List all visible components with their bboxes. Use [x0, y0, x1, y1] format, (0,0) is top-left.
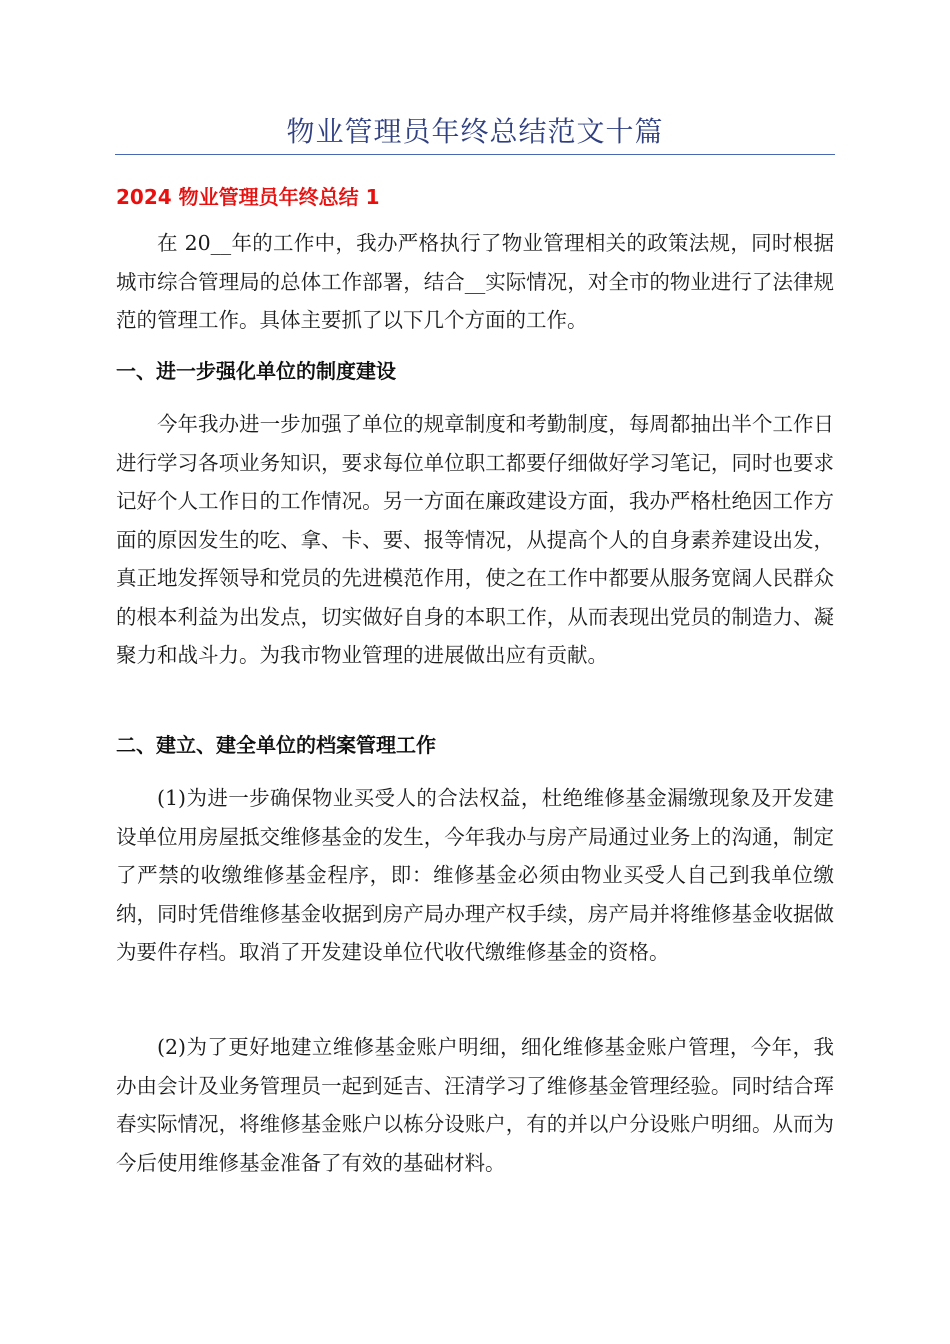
document-title: 物业管理员年终总结范文十篇 — [286, 115, 664, 148]
intro-paragraph: 在 20__年的工作中，我办严格执行了物业管理相关的政策法规，同时根据城市综合管理局的总体工作部署，结合__实际情况，对全市的物业进行了法律规范的管理工作。具体主要抓了以下几个方面的工作。 — [116, 231, 834, 332]
subheading-archive-management: 二、建立、建全单位的档案管理工作 — [116, 733, 436, 757]
section-heading: 2024 物业管理员年终总结 1 — [116, 185, 380, 209]
title-underline — [115, 154, 835, 155]
body-paragraph-1: 今年我办进一步加强了单位的规章制度和考勤制度，每周都抽出半个工作日进行学习各项业务知识，要求每位单位职工都要仔细做好学习笔记，同时也要求记好个人工作日的工作情况。另一方面在廉政建设方面，我办严格杜绝因工作方面的原因发生的吃、拿、卡、要、报等情况，从提高个人的自身素养建设出发，真正地发挥领导和党员的先进模范作用，使之在工作中都要从服务宽阔人民群众的根本利益为出发点，切实做好自身的本职工作，从而表现出党员的制造力、凝聚力和战斗力。为我市物业管理的进展做出应有贡献。 — [116, 412, 834, 667]
body-paragraph-3: (2)为了更好地建立维修基金账户明细，细化维修基金账户管理，今年，我办由会计及业务管理员一起到延吉、汪清学习了维修基金管理经验。同时结合珲春实际情况，将维修基金账户以栋分设账户，有的并以户分设账户明细。从而为今后使用维修基金准备了有效的基础材料。 — [116, 1035, 834, 1175]
subheading-institution-building: 一、进一步强化单位的制度建设 — [116, 359, 396, 383]
body-paragraph-2: (1)为进一步确保物业买受人的合法权益，杜绝维修基金漏缴现象及开发建设单位用房屋抵交维修基金的发生，今年我办与房产局通过业务上的沟通，制定了严禁的收缴维修基金程序，即：维修基金必须由物业买受人自己到我单位缴纳，同时凭借维修基金收据到房产局办理产权手续，房产局并将维修基金收据做为要件存档。取消了开发建设单位代收代缴维修基金的资格。 — [116, 786, 834, 964]
